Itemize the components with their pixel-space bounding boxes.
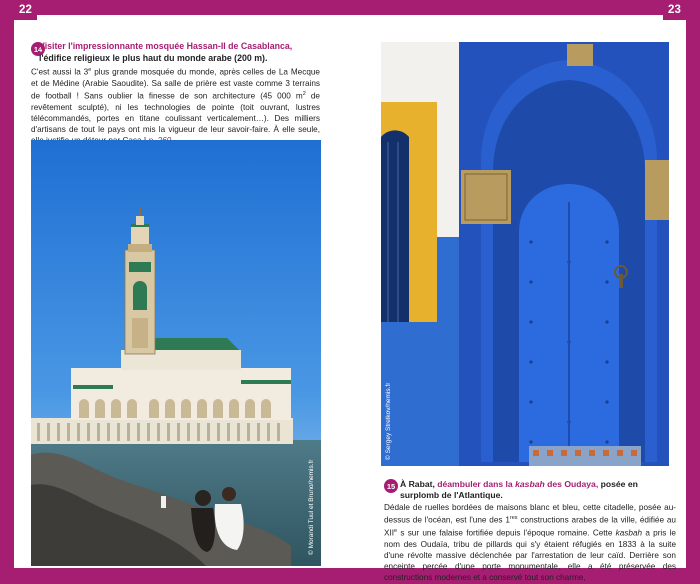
mosque-illustration: [31, 140, 321, 566]
entry-body-right-text: Dédale de ruelles bordées de maisons blanc et bleu, cette citadelle, posée au-dessus de l'océan, est l'une des 1: [384, 503, 676, 525]
entry-body-right-text-4: a pris le nom des Oudaïa, tribu de pillards qui s'y étaient réfugiés en 1833 à la suite d'une révolte massive déclenchée par l'arrestation de leur caïd. Derrière son enceinte percée d'une porte monumentale, elle a été préservée des constructions modernes et a conservé tout son charme,: [384, 528, 676, 583]
entry-title-right-highlight: déambuler dans la: [437, 479, 516, 489]
mosque-photo: [31, 140, 321, 566]
photo-credit-right: © Sergey Strelkov/hemis.fr: [385, 382, 392, 460]
entry-body-right-em: kasbah: [615, 528, 643, 538]
blue-door-illustration: [381, 42, 669, 466]
entry-body-text: C'est aussi la 3: [31, 67, 89, 77]
entry-title-right-em: kasbah: [515, 479, 545, 489]
entry-number-badge-right: 15: [384, 479, 398, 493]
page-reference-link-right[interactable]: p. 239: [587, 573, 611, 583]
entry-body-text-2: plus grande mosquée du monde, après celles de La Mecque et de Médine (Arabie Saoudite). Sa salle de prière est vaste comme 3 terrains de football ! Sans oublier la finesse de son architecture (45 000 m: [31, 67, 320, 101]
entry-title-right: [400, 479, 675, 501]
photo-credit: © Morandi Tuul et Bruno/hemis.fr: [308, 459, 315, 555]
right-page-header: [518, 0, 686, 20]
entry-title-right-rest: posée en surplomb de l'Atlantique.: [400, 479, 638, 501]
entry-title-right-highlight-b: des Oudaya,: [544, 479, 599, 489]
left-page-header: [14, 0, 182, 20]
entry-body-right: [384, 502, 676, 583]
entry-body-right-sup: res: [509, 515, 518, 522]
right-section-title: NOS COUPS DE COEUR: [518, 4, 653, 16]
entry-body-text-3: de revêtement sculpté), ni les technologies de pointe (toit ouvrant, lustres télécommandés, portes en titane coulissant verticalement…). Des milliers d'artisans de tout le pays ont mis la vigueur de leur savoir-faire. À elle seule,: [31, 91, 320, 134]
entry-body-sup: e: [88, 67, 92, 73]
entry-body-sup-2: 2: [302, 90, 306, 97]
entry-title-highlight: Visiter l'impressionnante mosquée Hassan-II de Casablanca,: [39, 41, 293, 51]
book-gutter: [331, 15, 376, 568]
entry-title: [39, 41, 324, 64]
entry-body: [31, 65, 320, 146]
entry-number-badge: 14: [31, 42, 45, 56]
entry-body-right-sup-2: e: [394, 527, 398, 534]
right-page-number: 23: [663, 0, 686, 20]
door-photo: [381, 42, 669, 466]
left-section-title: NOS COUPS DE COEUR: [47, 4, 182, 16]
entry-title-right-a: À Rabat,: [400, 479, 438, 489]
entry-body-right-text-2: constructions arabes de la ville, édifiée au XII: [384, 515, 676, 538]
entry-body-right-text-3: s sur une falaise fortifiée depuis l'époque romaine. Cette: [397, 528, 616, 538]
left-page-number: 22: [14, 0, 37, 20]
entry-title-rest: l'édifice religieux le plus haut du monde arabe (200 m).: [39, 52, 268, 63]
